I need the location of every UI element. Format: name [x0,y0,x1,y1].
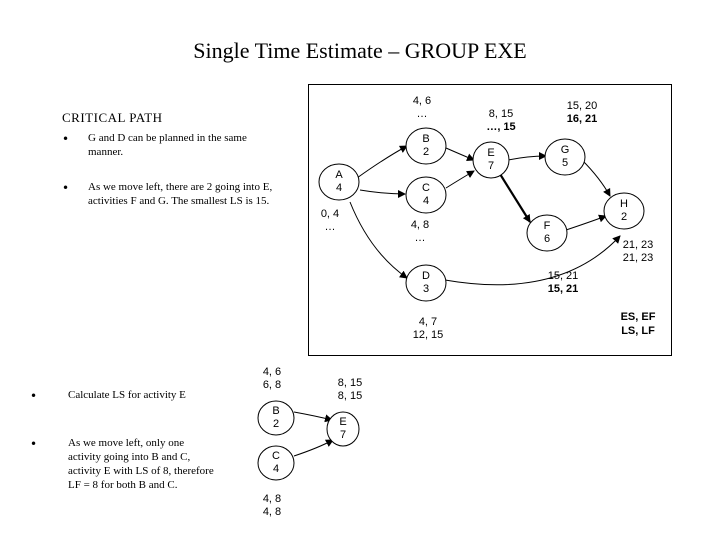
mini-label-c-ls-lf: 4, 8 [262,506,282,518]
bullet-marker: • [30,437,38,451]
node-d-duration: 3 [422,283,430,295]
edge-b-e [446,148,474,160]
edge-e-f-critical [500,174,530,222]
mini-label-e-ls-lf: 8, 15 [337,390,363,402]
node-c [406,182,446,208]
mini-edge-c-e [294,440,333,456]
mini-label-b-ls-lf: 6, 8 [262,379,282,391]
legend-ls-lf: LS, LF [621,325,655,337]
label-c-times [398,219,442,245]
node-d-letter: D [422,270,430,282]
bullet-text-move-left-e: As we move left, there are 2 going into E, activities F and G. The smallest LS is 15. [88,181,273,207]
label-d-times [400,316,456,342]
bullet-marker: • [62,132,70,146]
node-e-letter: E [487,147,495,159]
edge-a-c [360,190,405,194]
legend-es-ef: ES, EF [620,311,656,323]
mini-label-e-es-ef: 8, 15 [337,377,363,389]
edge-f-h [566,216,606,230]
label-h-times [613,239,663,265]
label-b-ls-lf: … [416,108,428,120]
mini-node-e-letter: E [339,416,347,428]
label-b-times [402,95,442,121]
label-h-es-ef: 21, 23 [622,239,654,251]
label-d-es-ef: 4, 7 [418,316,438,328]
node-a-duration: 4 [335,182,343,194]
node-f-letter: F [543,220,551,232]
bullet-marker: • [30,389,38,403]
mini-node-e [327,416,359,442]
mini-node-b-duration: 2 [272,418,280,430]
label-e-ls-lf: …, 15 [486,121,516,133]
node-b-letter: B [422,133,430,145]
bullet-text-calculate-ls: Calculate LS for activity E [68,389,186,401]
label-c-ls-lf: … [414,232,426,244]
node-g-duration: 5 [561,157,569,169]
mini-label-c-times [254,493,290,519]
node-b [406,133,446,159]
node-f-duration: 6 [543,233,551,245]
label-f-es-ef: 15, 21 [547,270,579,282]
mini-node-e-duration: 7 [339,429,347,441]
node-h-letter: H [620,198,628,210]
label-e-times [476,108,526,134]
label-d-ls-lf: 12, 15 [412,329,444,341]
edge-a-b [357,146,407,178]
label-a-times [310,208,350,234]
mini-node-b [258,405,294,431]
label-e-es-ef: 8, 15 [488,108,514,120]
bullet-marker: • [62,181,70,195]
bullet-text-g-and-d: G and D can be planned in the same manner. [88,132,247,158]
label-a-es-ef: 0, 4 [320,208,340,220]
critical-path-heading: CRITICAL PATH [62,110,163,125]
label-b-es-ef: 4, 6 [412,95,432,107]
bullet-text-move-left-b-c: As we move left, only one activity going into B and C, activity E with LS of 8, therefore LF = 8 for both B and C. [68,437,214,491]
node-h-duration: 2 [620,211,628,223]
mini-label-b-times [254,366,290,392]
label-g-es-ef: 15, 20 [566,100,598,112]
mini-label-c-es-ef: 4, 8 [262,493,282,505]
mini-node-c-letter: C [272,450,280,462]
node-h [604,198,644,224]
label-f-ls-lf: 15, 21 [547,283,579,295]
label-h-ls-lf: 21, 23 [622,252,654,264]
mini-label-b-es-ef: 4, 6 [262,366,282,378]
node-g-letter: G [560,144,570,156]
edge-e-g [508,156,546,160]
edge-c-e [446,171,474,188]
node-c-letter: C [422,182,430,194]
slide-title: Single Time Estimate – GROUP EXE [193,38,527,63]
mini-label-e-times [325,377,375,403]
edge-g-h [582,160,610,196]
mini-node-b-letter: B [272,405,280,417]
node-f [527,220,567,246]
mini-node-c-duration: 4 [272,463,280,475]
label-c-es-ef: 4, 8 [410,219,430,231]
node-e-duration: 7 [487,160,495,172]
label-g-times [557,100,607,126]
mini-node-c [258,450,294,476]
node-d [406,270,446,296]
label-g-ls-lf: 16, 21 [566,113,598,125]
label-a-ls-lf: … [324,221,336,233]
node-e [473,147,509,173]
node-b-duration: 2 [422,146,430,158]
node-a-letter: A [335,169,343,181]
node-g [545,144,585,170]
legend [612,310,664,338]
node-c-duration: 4 [422,195,430,207]
label-f-times [538,270,588,296]
node-a [319,169,359,195]
